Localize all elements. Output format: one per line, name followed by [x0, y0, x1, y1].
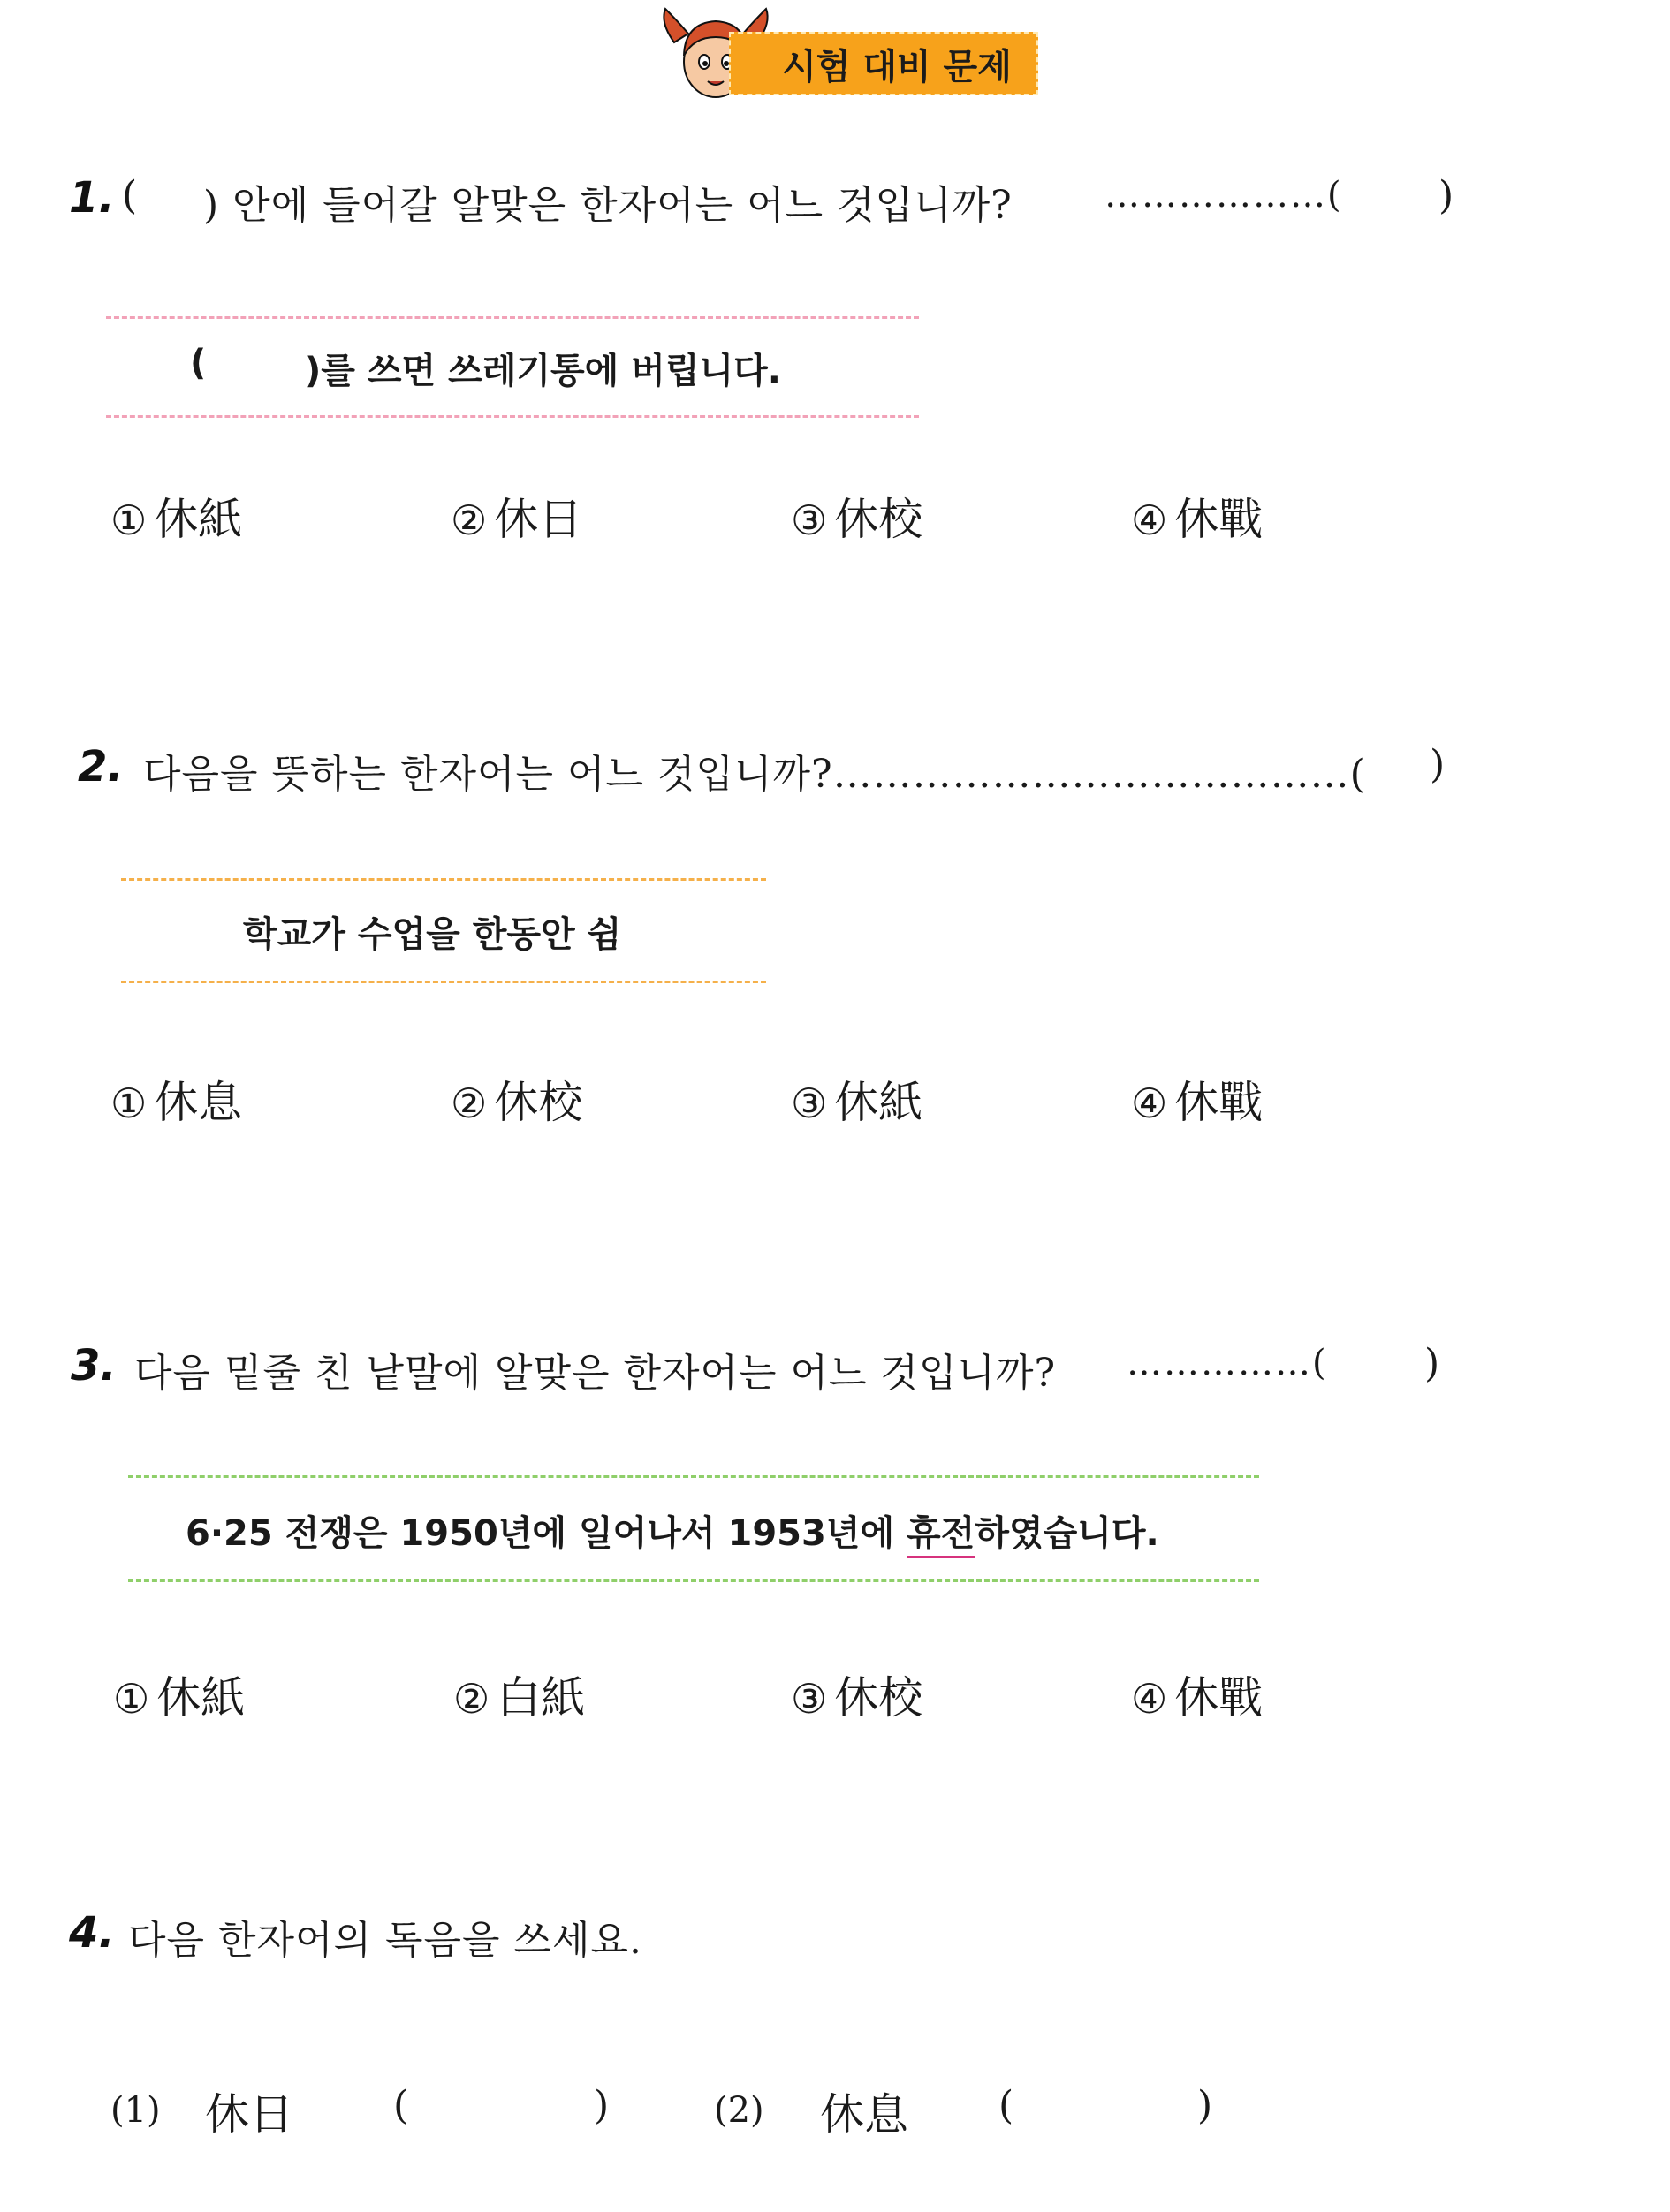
q3-question-text: 다음 밑줄 친 낱말에 알맞은 한자어는 어느 것입니까? [134, 1351, 1057, 1396]
q1-box-top-line [106, 316, 919, 319]
q4-item-1-close[interactable]: ) [594, 2083, 610, 2128]
q2-question-text: 다음을 뜻하는 한자어는 어느 것입니까?…………………………………( [143, 752, 1366, 797]
option-mark: ④ [1131, 1675, 1168, 1723]
q1-question-text: ) 안에 들어갈 알맞은 한자어는 어느 것입니까? [203, 183, 1013, 228]
q4-item-2-text: 休息 [820, 2089, 908, 2140]
badge-label: 시험 대비 문제 [782, 46, 1012, 87]
option-mark: ② [451, 496, 488, 544]
q1-answer-close[interactable]: ) [1438, 173, 1454, 218]
q3-number: 3. [71, 1341, 117, 1390]
q1-box-text: )를 쓰면 쓰레기통에 버립니다. [305, 351, 781, 391]
option-mark: ④ [1131, 496, 1168, 544]
q3-option-4[interactable] [1131, 1663, 1263, 1726]
q2-number: 2. [78, 742, 124, 792]
option-mark: ① [110, 496, 148, 544]
q1-option-4[interactable] [1131, 484, 1263, 548]
q4-question-text: 다음 한자어의 독음을 쓰세요. [128, 1918, 642, 1963]
q2-box-top-line [121, 878, 766, 881]
option-mark: ③ [791, 1675, 828, 1723]
q2-box-text: 학교가 수업을 한동안 쉼 [243, 914, 622, 955]
q1-option-3[interactable] [791, 484, 922, 548]
option-text: 白紙 [497, 1672, 586, 1723]
option-mark: ② [453, 1675, 490, 1723]
option-text: 休日 [494, 494, 583, 545]
option-text: 休紙 [834, 1077, 923, 1128]
q3-answer-close[interactable]: ) [1424, 1341, 1440, 1386]
option-text: 休校 [834, 494, 923, 545]
q4-item-1-open[interactable]: ( [393, 2083, 409, 2128]
q2-option-2[interactable] [451, 1067, 582, 1131]
q4-number: 4. [69, 1908, 115, 1958]
option-text: 休校 [834, 1672, 923, 1723]
q4-item-1-mark: (1) [110, 2090, 161, 2131]
q4-item-1-text: 休日 [205, 2089, 293, 2140]
q2-option-3[interactable] [791, 1067, 922, 1131]
q1-answer-dots: ………………( [1104, 175, 1343, 216]
q3-answer-dots: ……………( [1127, 1343, 1328, 1383]
q4-item-2-close[interactable]: ) [1197, 2083, 1213, 2128]
option-mark: ① [110, 1079, 148, 1127]
q3-box-text [186, 1505, 1159, 1556]
option-text: 休戰 [1174, 494, 1264, 545]
option-text: 休戰 [1174, 1672, 1264, 1723]
q1-option-2[interactable] [451, 484, 582, 548]
option-mark: ② [451, 1079, 488, 1127]
q3-underlined-word: 휴전 [907, 1513, 975, 1558]
q3-box-before: 6·25 전쟁은 1950년에 일어나서 1953년에 [186, 1513, 907, 1554]
q3-option-1[interactable] [113, 1663, 245, 1726]
q3-box-top-line [128, 1475, 1259, 1478]
q1-box-open: ( [190, 343, 207, 383]
option-text: 休息 [154, 1077, 243, 1128]
q1-open-paren: ( [122, 173, 139, 218]
q1-box-bottom-line [106, 415, 919, 418]
option-text: 休校 [494, 1077, 583, 1128]
option-text: 休紙 [154, 494, 243, 545]
exam-prep-badge [729, 32, 1038, 95]
option-mark: ③ [791, 1079, 828, 1127]
option-text: 休紙 [156, 1672, 246, 1723]
option-mark: ③ [791, 496, 828, 544]
q3-box-after: 하였습니다. [975, 1513, 1159, 1554]
option-text: 休戰 [1174, 1077, 1264, 1128]
q1-option-1[interactable] [110, 484, 242, 548]
q3-box-bottom-line [128, 1579, 1259, 1582]
q2-box-bottom-line [121, 981, 766, 983]
q3-option-3[interactable] [791, 1663, 922, 1726]
q3-option-2[interactable] [453, 1663, 585, 1726]
q2-option-1[interactable] [110, 1067, 242, 1131]
q2-option-4[interactable] [1131, 1067, 1263, 1131]
option-mark: ① [113, 1675, 150, 1723]
q4-item-2-open[interactable]: ( [998, 2083, 1014, 2128]
option-mark: ④ [1131, 1079, 1168, 1127]
q2-answer-close[interactable]: ) [1430, 742, 1446, 787]
q4-item-2-mark: (2) [714, 2090, 764, 2131]
q1-number: 1. [69, 173, 115, 223]
